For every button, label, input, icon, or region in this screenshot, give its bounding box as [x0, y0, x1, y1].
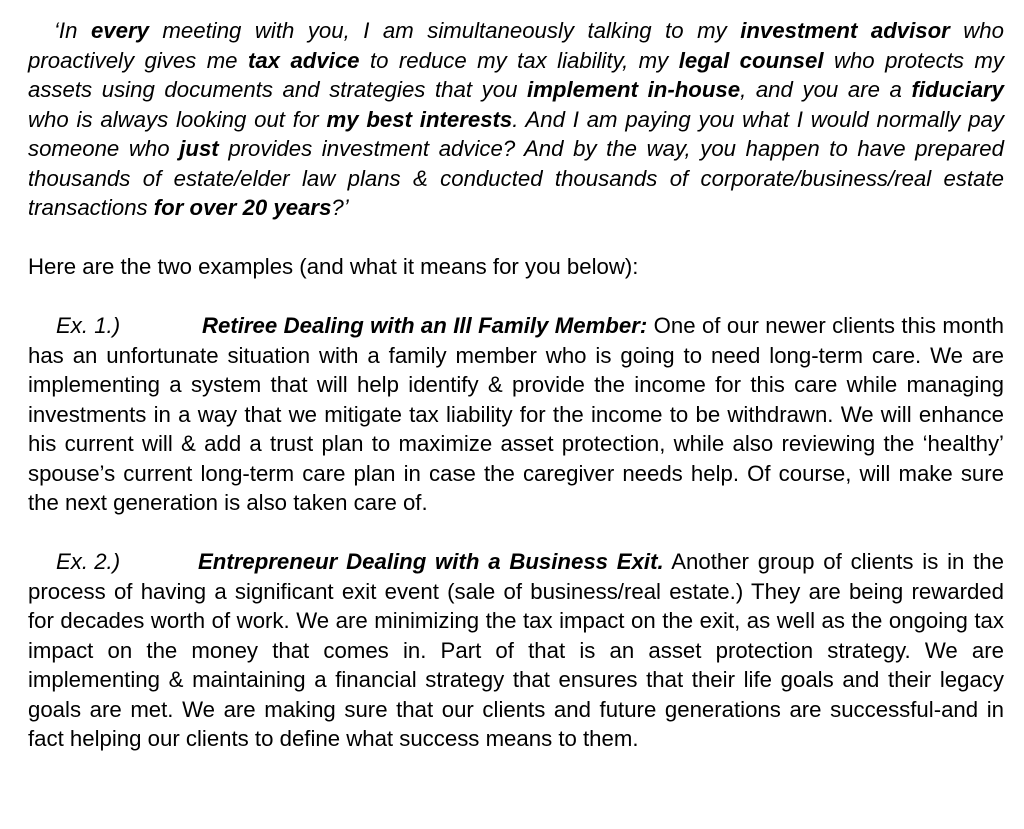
intro-paragraph: Here are the two examples (and what it means for you below): [28, 254, 639, 279]
example-1-body: One of our newer clients this month has an unfortunate situation with a family member who is going to need long-term care. We are implementing a system that will help identify & provide the income for this care while managing investments in a way that we mitigate tax liability for the income to be withdrawn. We will enhance his current will & add a trust plan to maximize asset protection, while also reviewing the ‘healthy’ spouse’s current long-term care plan in case the caregiver needs help. Of course, will make sure the next generation is also taken care of. [28, 313, 1004, 515]
example-1-paragraph [28, 311, 1004, 518]
quote-emphasis: just [179, 136, 219, 161]
quote-emphasis: investment advisor [740, 18, 950, 43]
paragraph-spacer [28, 223, 1004, 253]
quote-text: to reduce my tax liability, my [359, 47, 679, 73]
quote-emphasis: my best interests [326, 106, 513, 132]
quote-text: who is always looking out for [28, 106, 327, 132]
paragraph-spacer [28, 518, 1004, 548]
quote-emphasis: every [90, 18, 149, 43]
quote-text: . And I am paying you what I would normally pay someone who [28, 106, 1004, 161]
quote-text: who protects my assets using documents and strategies that you [28, 47, 1004, 102]
quote-emphasis: legal counsel [678, 47, 824, 73]
quote-text: who proactively gives me [28, 18, 1004, 73]
quote-emphasis: implement in-house [527, 77, 741, 102]
client-quote [28, 16, 1004, 223]
example-2-number: Ex. 2.) [56, 549, 121, 574]
quote-emphasis: for over 20 years [153, 195, 332, 220]
quote-text: meeting with you, I am simultaneously talking to my [148, 18, 741, 43]
example-1-title: Retiree Dealing with an Ill Family Member: [202, 313, 648, 338]
quote-text: provides investment advice? And by the way, you happen to have prepared thousands of estate/elder law plans & conducted thousands of corporate/business/real estate transactions [28, 136, 1004, 220]
quote-emphasis: fiduciary [911, 77, 1005, 102]
example-2-title: Entrepreneur Dealing with a Business Exit. [198, 549, 664, 574]
example-2-body: Another group of clients is in the process of having a significant exit event (sale of business/real estate.) They are being rewarded for decades worth of work. We are minimizing the tax impact on the exit, as well as the ongoing tax impact on the money that comes in. Part of that is an asset protection strategy. We are implementing & maintaining a financial strategy that ensures that their life goals and their legacy goals are met. We are making sure that our clients and future generations are successful-and in fact helping our clients to define what success means to them. [28, 549, 1004, 751]
quote-text: ?’ [331, 195, 349, 220]
example-2-paragraph [28, 547, 1004, 754]
quote-text: ‘In [54, 18, 91, 43]
paragraph-spacer [28, 282, 1004, 312]
quote-emphasis: tax advice [247, 47, 360, 73]
quote-text: , and you are a [740, 77, 912, 102]
example-1-number: Ex. 1.) [56, 313, 121, 338]
